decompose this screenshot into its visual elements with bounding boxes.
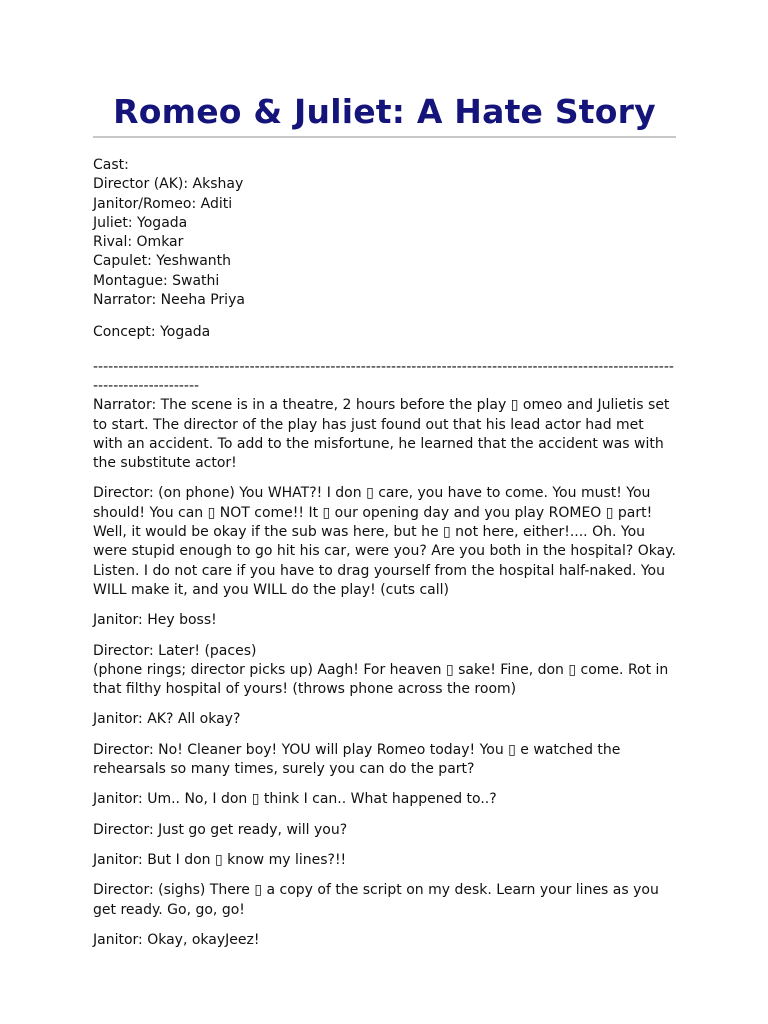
document-page bbox=[93, 0, 676, 950]
script-paragraph: Janitor: AK? All okay? bbox=[93, 711, 241, 728]
script-paragraph: Director: Just go get ready, will you? bbox=[93, 821, 348, 838]
script-paragraph: Janitor: Hey boss! bbox=[93, 612, 217, 629]
cast-entry: Narrator: Neeha Priya bbox=[93, 292, 245, 309]
script-paragraph: Director: Later! (paces) bbox=[93, 642, 257, 659]
script-paragraph: Director: (sighs) There ▯ a copy of the script on my desk. Learn your lines as you get ready. Go, go, go! bbox=[93, 882, 659, 918]
cast-entry: Rival: Omkar bbox=[93, 234, 184, 251]
concept-line: Concept: Yogada bbox=[93, 324, 211, 341]
script-paragraph: Director: No! Cleaner boy! YOU will play Romeo today! You ▯ e watched the rehearsals so many times, surely you can do the part? bbox=[93, 741, 621, 778]
cast-entry: Janitor/Romeo: Aditi bbox=[93, 195, 233, 212]
cast-entry: Capulet: Yeshwanth bbox=[93, 253, 232, 270]
cast-header: Cast: bbox=[93, 157, 129, 173]
document-title: Romeo & Juliet: A Hate Story bbox=[113, 92, 656, 131]
cast-entry: Juliet: Yogada bbox=[93, 214, 188, 231]
cast-entry: Montague: Swathi bbox=[93, 272, 220, 289]
dashed-separator: ---------------------------------------------------------------------------------------------------------------------------------------- bbox=[93, 358, 674, 394]
script-paragraph: Janitor: But I don ▯ know my lines?!! bbox=[93, 851, 347, 868]
script-paragraph: Janitor: Okay, okayJeez! bbox=[93, 931, 260, 948]
script-paragraph: Director: (on phone) You WHAT?! I don ▯ care, you have to come. You must! You should! You can ▯ NOT come!! It ▯ our opening day and you play ROMEO ▯ part! Well, it would be okay if the sub was here, but he ▯ not here, either!.... Oh. You were stupid enough to go hit his car, were you? Are you both in the hospital? Okay. Listen. I do not care if you have to drag yourself from the hospital half-naked. You WILL make it, and you WILL do the play! (cuts call) bbox=[93, 485, 676, 598]
title-divider bbox=[93, 136, 676, 138]
script-paragraph: (phone rings; director picks up) Aagh! For heaven ▯ sake! Fine, don ▯ come. Rot in that filthy hospital of yours! (throws phone across the room) bbox=[93, 661, 669, 698]
cast-entry: Director (AK): Akshay bbox=[93, 176, 244, 193]
cast-list bbox=[93, 156, 676, 310]
script-paragraph: Janitor: Um.. No, I don ▯ think I can.. What happened to..? bbox=[93, 791, 497, 808]
script-paragraph: Narrator: The scene is in a theatre, 2 hours before the play ▯ omeo and Julietis set to start. The director of the play has just found out that his lead actor had met with an accident. To add to the misfortune, he learned that the accident was with the substitute actor! bbox=[93, 397, 670, 472]
